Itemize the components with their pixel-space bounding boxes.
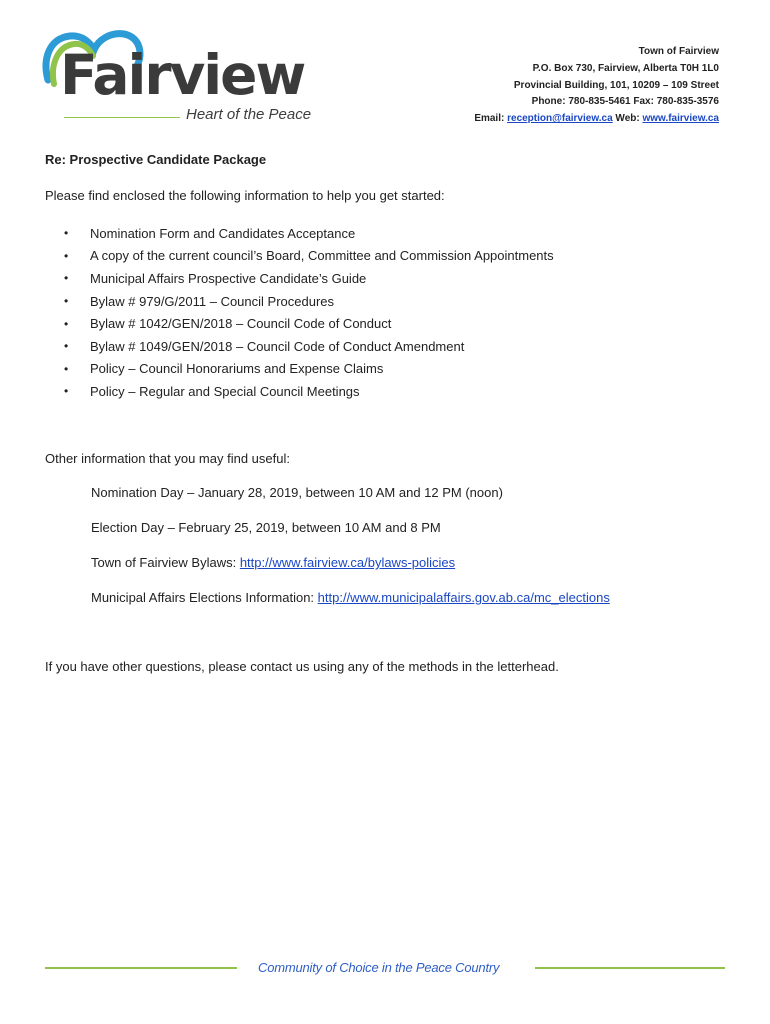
election-day-text: Election Day – February 25, 2019, between 10 AM and 8 PM xyxy=(91,520,441,535)
intro-paragraph: Please find enclosed the following information to help you get started: xyxy=(45,188,445,203)
web-link[interactable]: www.fairview.ca xyxy=(642,113,719,125)
email-label: Email: xyxy=(474,113,508,125)
list-item-text: Policy – Regular and Special Council Meetings xyxy=(90,383,360,399)
list-item-text: Bylaw # 1049/GEN/2018 – Council Code of Conduct Amendment xyxy=(90,338,465,354)
list-item-text: A copy of the current council’s Board, Committee and Commission Appointments xyxy=(90,248,554,264)
bullet-icon: • xyxy=(64,316,69,331)
logo-tagline-rule xyxy=(64,117,180,118)
letterhead-contact-line xyxy=(474,111,719,128)
footer-rule-left xyxy=(45,967,237,969)
list-item-text: Nomination Form and Candidates Acceptance xyxy=(90,225,356,241)
other-info-heading: Other information that you may find useful: xyxy=(45,451,290,466)
list-item-text: Municipal Affairs Prospective Candidate’s Guide xyxy=(90,270,367,286)
list-item xyxy=(64,335,554,358)
letterhead-po-box: P.O. Box 730, Fairview, Alberta T0H 1L0 xyxy=(532,62,719,74)
letterhead-org: Town of Fairview xyxy=(638,46,719,57)
email-link[interactable]: reception@fairview.ca xyxy=(507,113,613,125)
footer-rule-right xyxy=(535,967,725,969)
web-label: Web: xyxy=(612,113,643,125)
bullet-icon: • xyxy=(64,248,69,263)
list-item xyxy=(64,312,554,335)
list-item xyxy=(64,290,554,313)
bullet-icon: • xyxy=(64,271,69,286)
bylaws-link[interactable]: http://www.fairview.ca/bylaws-policies xyxy=(239,555,456,570)
bullet-icon: • xyxy=(64,294,69,309)
bullet-icon: • xyxy=(64,339,69,354)
list-item-text: Policy – Council Honorariums and Expense Claims xyxy=(90,361,384,377)
footer-slogan: Community of Choice in the Peace Country xyxy=(258,960,500,975)
enclosure-list xyxy=(64,222,554,403)
elections-label: Municipal Affairs Elections Information: xyxy=(91,590,318,605)
elections-info-line xyxy=(91,590,610,605)
closing-paragraph: If you have other questions, please contact us using any of the methods in the letterhead. xyxy=(45,659,559,674)
list-item xyxy=(64,358,554,381)
logo-tagline: Heart of the Peace xyxy=(186,106,312,123)
letterhead-address xyxy=(474,44,719,128)
list-item-text: Bylaw # 979/G/2011 – Council Procedures xyxy=(90,293,335,309)
bylaws-line xyxy=(91,555,455,570)
list-item xyxy=(64,245,554,268)
list-item xyxy=(64,380,554,403)
bullet-icon: • xyxy=(64,361,69,376)
letterhead-building: Provincial Building, 101, 10209 – 109 Street xyxy=(513,79,719,91)
elections-link[interactable]: http://www.municipalaffairs.gov.ab.ca/mc_elections xyxy=(317,590,610,605)
bullet-icon: • xyxy=(64,384,69,399)
bylaws-label: Town of Fairview Bylaws: xyxy=(91,555,240,570)
list-item-text: Bylaw # 1042/GEN/2018 – Council Code of Conduct xyxy=(90,316,392,332)
letterhead-phone-fax: Phone: 780-835-5461 Fax: 780-835-3576 xyxy=(531,96,719,108)
nomination-day-text: Nomination Day – January 28, 2019, between 10 AM and 12 PM (noon) xyxy=(91,485,503,500)
fairview-logo xyxy=(40,28,330,128)
bullet-icon: • xyxy=(64,226,69,241)
logo-wordmark: Fairview xyxy=(60,43,305,107)
subject-line: Re: Prospective Candidate Package xyxy=(45,152,267,167)
list-item xyxy=(64,267,554,290)
list-item xyxy=(64,222,554,245)
